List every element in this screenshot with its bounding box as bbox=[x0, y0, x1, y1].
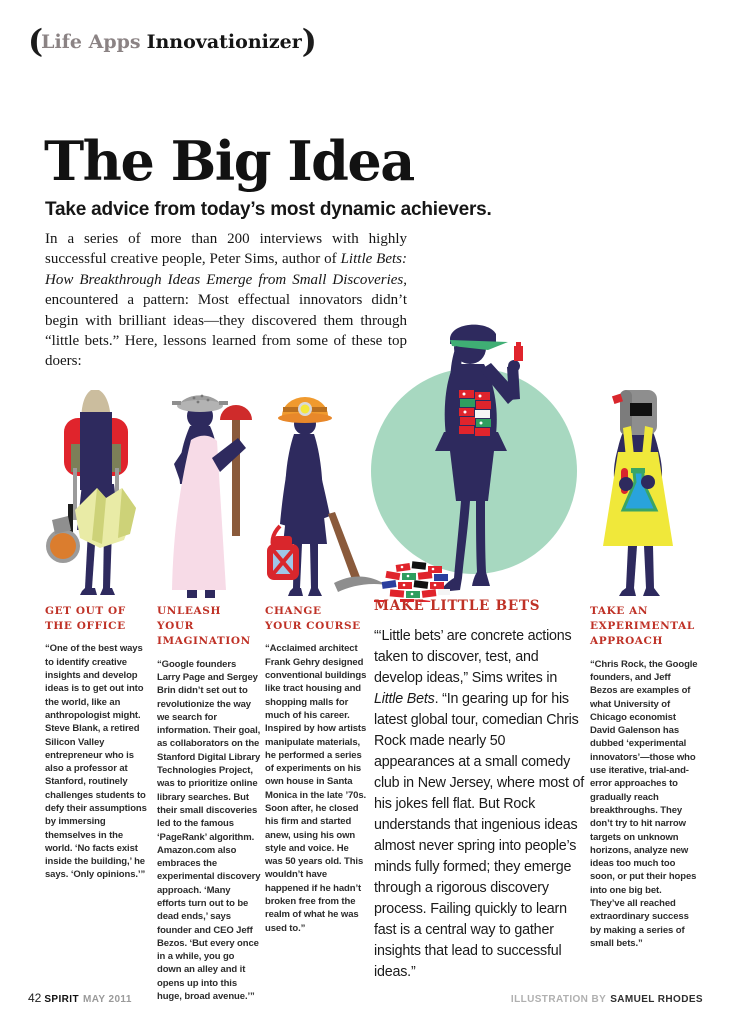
foot-left bbox=[187, 590, 197, 598]
jacket-peplum bbox=[435, 432, 507, 451]
issue-date: MAY 2011 bbox=[83, 994, 132, 1005]
column-body bbox=[374, 626, 586, 983]
miner-boot-left bbox=[288, 588, 303, 596]
backpack-strap-left bbox=[71, 444, 80, 472]
magazine-name: SPIRIT bbox=[44, 994, 79, 1005]
kicker-open-bracket: ( bbox=[28, 22, 42, 60]
hiker-heel-right bbox=[100, 588, 115, 595]
column-unleash-imagination bbox=[157, 604, 261, 1003]
hiker-figure bbox=[46, 390, 136, 595]
headlamp-light bbox=[301, 405, 310, 414]
illustration-welder bbox=[590, 384, 712, 598]
frying-pan bbox=[50, 533, 76, 559]
illustration-colander-plunger bbox=[160, 384, 260, 598]
kicker-section-name: Life Apps bbox=[41, 31, 141, 53]
hiker-torso bbox=[80, 412, 112, 490]
column-heading: TAKE AN EXPERIMENTAL APPROACH bbox=[590, 605, 695, 648]
colander-rim bbox=[177, 400, 223, 412]
welder-figure bbox=[603, 390, 673, 596]
make-bets-text-2: . “In gearing up for his latest global tour, comedian Chris Rock made nearly 50 appearances at a small comedy club in New Jersey, where most of his jokes fell flat. But Rock understands that ingenious ideas almost never spring into people’s minds fully formed; they emerge through a rigorous discovery process. Failing quickly to learn fast is a central way to gather insights that lead to successful ideas.” bbox=[374, 690, 585, 980]
section-kicker bbox=[28, 22, 315, 60]
column-make-little-bets bbox=[374, 597, 586, 983]
column-get-out-of-office bbox=[45, 604, 149, 882]
illustration-gambler-visor-bricks bbox=[366, 304, 588, 602]
miner-boot-right bbox=[308, 588, 322, 596]
make-bets-book-title: Little Bets bbox=[374, 690, 435, 707]
welder-shoe-right bbox=[643, 588, 660, 596]
column-body: “Acclaimed architect Frank Gehry designed conventional buildings like tract housing and shopping malls for much of his career. Inspired by how artists manipulate materials, he performed a series of experiments on his own house in Santa Monica in the late ’70s. Soon after, he closed his firm and started anew, using his own style and voice. He was 50 years old. This wouldn’t have happened if he hadn’t broken free from the realm of what he was used to.” bbox=[265, 643, 367, 934]
backpack-strap-right bbox=[112, 444, 121, 472]
foot-right bbox=[205, 590, 215, 598]
mask-visor-window bbox=[630, 403, 652, 416]
gambler-shoe-right bbox=[472, 572, 490, 586]
welder-leg-left bbox=[626, 546, 637, 588]
gambler-leg-right bbox=[476, 501, 486, 572]
column-change-your-course bbox=[265, 604, 367, 935]
column-experimental-approach bbox=[590, 604, 698, 950]
column-body: “Chris Rock, the Google founders, and Jeff Bezos are examples of what University of Chicago economist David Galenson has dubbed ‘experimental innovators’—those who use iterative, trial-and-error approaches to gradually reach breakthroughs. They don’t try to hit narrow targets on unknown horizons, analyze new ideas too much too soon, or put their hopes into one big bet. They’ve all reached extraordinary success by making a series of small bets.” bbox=[590, 658, 698, 949]
column-heading: MAKE LITTLE BETS bbox=[374, 598, 541, 614]
hiker-heel-left bbox=[80, 588, 97, 595]
brick-stack-held bbox=[459, 390, 491, 436]
colander-handle-left bbox=[172, 401, 181, 405]
welder-hand-right bbox=[641, 475, 655, 489]
illustrator-name: SAMUEL RHODES bbox=[610, 994, 703, 1005]
illustration-credit-label: ILLUSTRATION BY bbox=[510, 994, 607, 1005]
column-heading: UNLEASH YOUR IMAGINATION bbox=[157, 605, 251, 648]
article-headline: The Big Idea bbox=[44, 129, 414, 193]
kicker-close-bracket: ) bbox=[301, 22, 315, 60]
column-body: “One of the best ways to identify creative insights and develop ideas is to get out into the world, like an anthropologist might. Steve Blank, a retired Silicon Valley entrepreneur who is also a professor at Stanford, routinely challenges students to defy their assumptions by immersing themselves in the world. ‘No facts exist inside the building,’ he says. ‘Only opinions.’” bbox=[45, 643, 147, 881]
colander-handle-right bbox=[219, 401, 228, 405]
intro-book-title: Little Bets: How Breakthrough Ideas Emerge from Small Discoveries bbox=[45, 251, 407, 288]
column-heading: GET OUT OF THE OFFICE bbox=[45, 605, 126, 633]
column-body: “Google founders Larry Page and Sergey Brin didn’t set out to revolutionize the way we search for information. Their goal, as collaborators on the Stanford Digital Library Technologies Project, was to prioritize online library searches. But their small discoveries led to the famous ‘PageRank’ algorithm. Amazon.com also embraces the experimental discovery approach. ‘Many efforts turn out to be dead ends,’ says founder and CEO Jeff Bezos. ‘But every once in a while, you go down an alley and it opens up into this huge, broad avenue.’” bbox=[157, 658, 261, 1003]
intro-paragraph bbox=[45, 229, 407, 372]
footer-right bbox=[511, 994, 703, 1005]
plunger-handle bbox=[232, 418, 240, 536]
plunger-cup bbox=[220, 405, 252, 420]
imagination-figure bbox=[172, 395, 252, 598]
pencil-skirt bbox=[450, 451, 494, 501]
flask-rim bbox=[631, 468, 645, 473]
welder-shoe-left bbox=[619, 588, 636, 596]
held-red-brick bbox=[514, 346, 523, 361]
pickaxe-handle bbox=[328, 512, 362, 585]
intro-text-1: In a series of more than 200 interviews with highly successful creative people, Peter Sims, author of bbox=[45, 231, 407, 268]
make-bets-text-1: “‘Little bets’ are concrete actions taken to discover, test, and develop ideas,” Sims writes in bbox=[374, 627, 572, 686]
gambler-hand bbox=[508, 360, 520, 372]
intro-text-2: , encountered a pattern: Most effectual innovators didn’t begin with brilliant ideas—they discovered them through “little bets.” Here, lessons learned from some of these top doers: bbox=[45, 271, 407, 370]
welder-leg-right bbox=[644, 546, 654, 588]
welder-hand-left bbox=[619, 477, 633, 491]
article-subtitle: Take advice from today’s most dynamic achievers. bbox=[45, 199, 492, 220]
page-number: 42 bbox=[28, 991, 42, 1005]
kicker-column-name: Innovationizer bbox=[146, 31, 302, 53]
miner-leg-right bbox=[310, 544, 318, 588]
column-heading: CHANGE YOUR COURSE bbox=[265, 605, 361, 633]
illustration-hiker-with-backpack bbox=[42, 388, 154, 596]
page-footer bbox=[28, 991, 703, 1005]
footer-left bbox=[28, 991, 132, 1005]
